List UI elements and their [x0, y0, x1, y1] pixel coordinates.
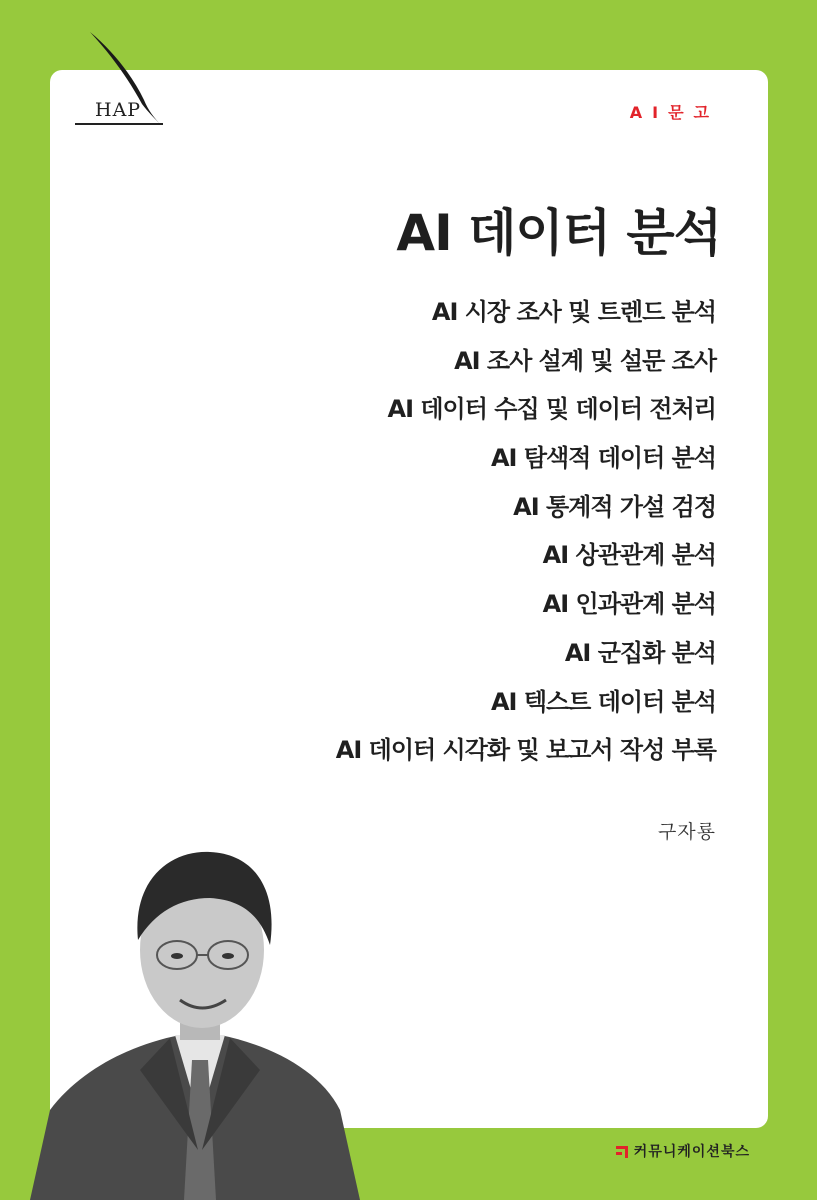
logo-underline [75, 123, 163, 125]
contents-item: AI 군집화 분석 [564, 638, 716, 667]
publisher-logo-icon [616, 1144, 628, 1158]
publisher-name: 커뮤니케이션북스 [633, 1144, 750, 1160]
contents-item: AI 데이터 시각화 및 보고서 작성 부록 [335, 736, 716, 765]
contents-item: AI 조사 설계 및 설문 조사 [454, 346, 716, 375]
book-title: AI 데이터 분석 [396, 204, 721, 262]
contents-item: AI 시장 조사 및 트렌드 분석 [431, 298, 716, 326]
publisher [616, 1141, 750, 1161]
contents-list [336, 288, 716, 775]
contents-item: AI 탐색적 데이터 분석 [490, 444, 716, 473]
contents-item: AI 인과관계 분석 [542, 590, 716, 619]
logo-text: HAP [95, 99, 142, 121]
contents-item: AI 상관관계 분석 [542, 541, 716, 570]
author-photo [20, 820, 380, 1200]
series-label: AI문고 [629, 103, 719, 122]
contents-item: AI 데이터 수집 및 데이터 전처리 [387, 395, 716, 424]
contents-item: AI 텍스트 데이터 분석 [490, 687, 716, 716]
contents-item: AI 통계적 가설 검정 [513, 492, 716, 521]
author-name: 구자룡 [657, 821, 716, 843]
